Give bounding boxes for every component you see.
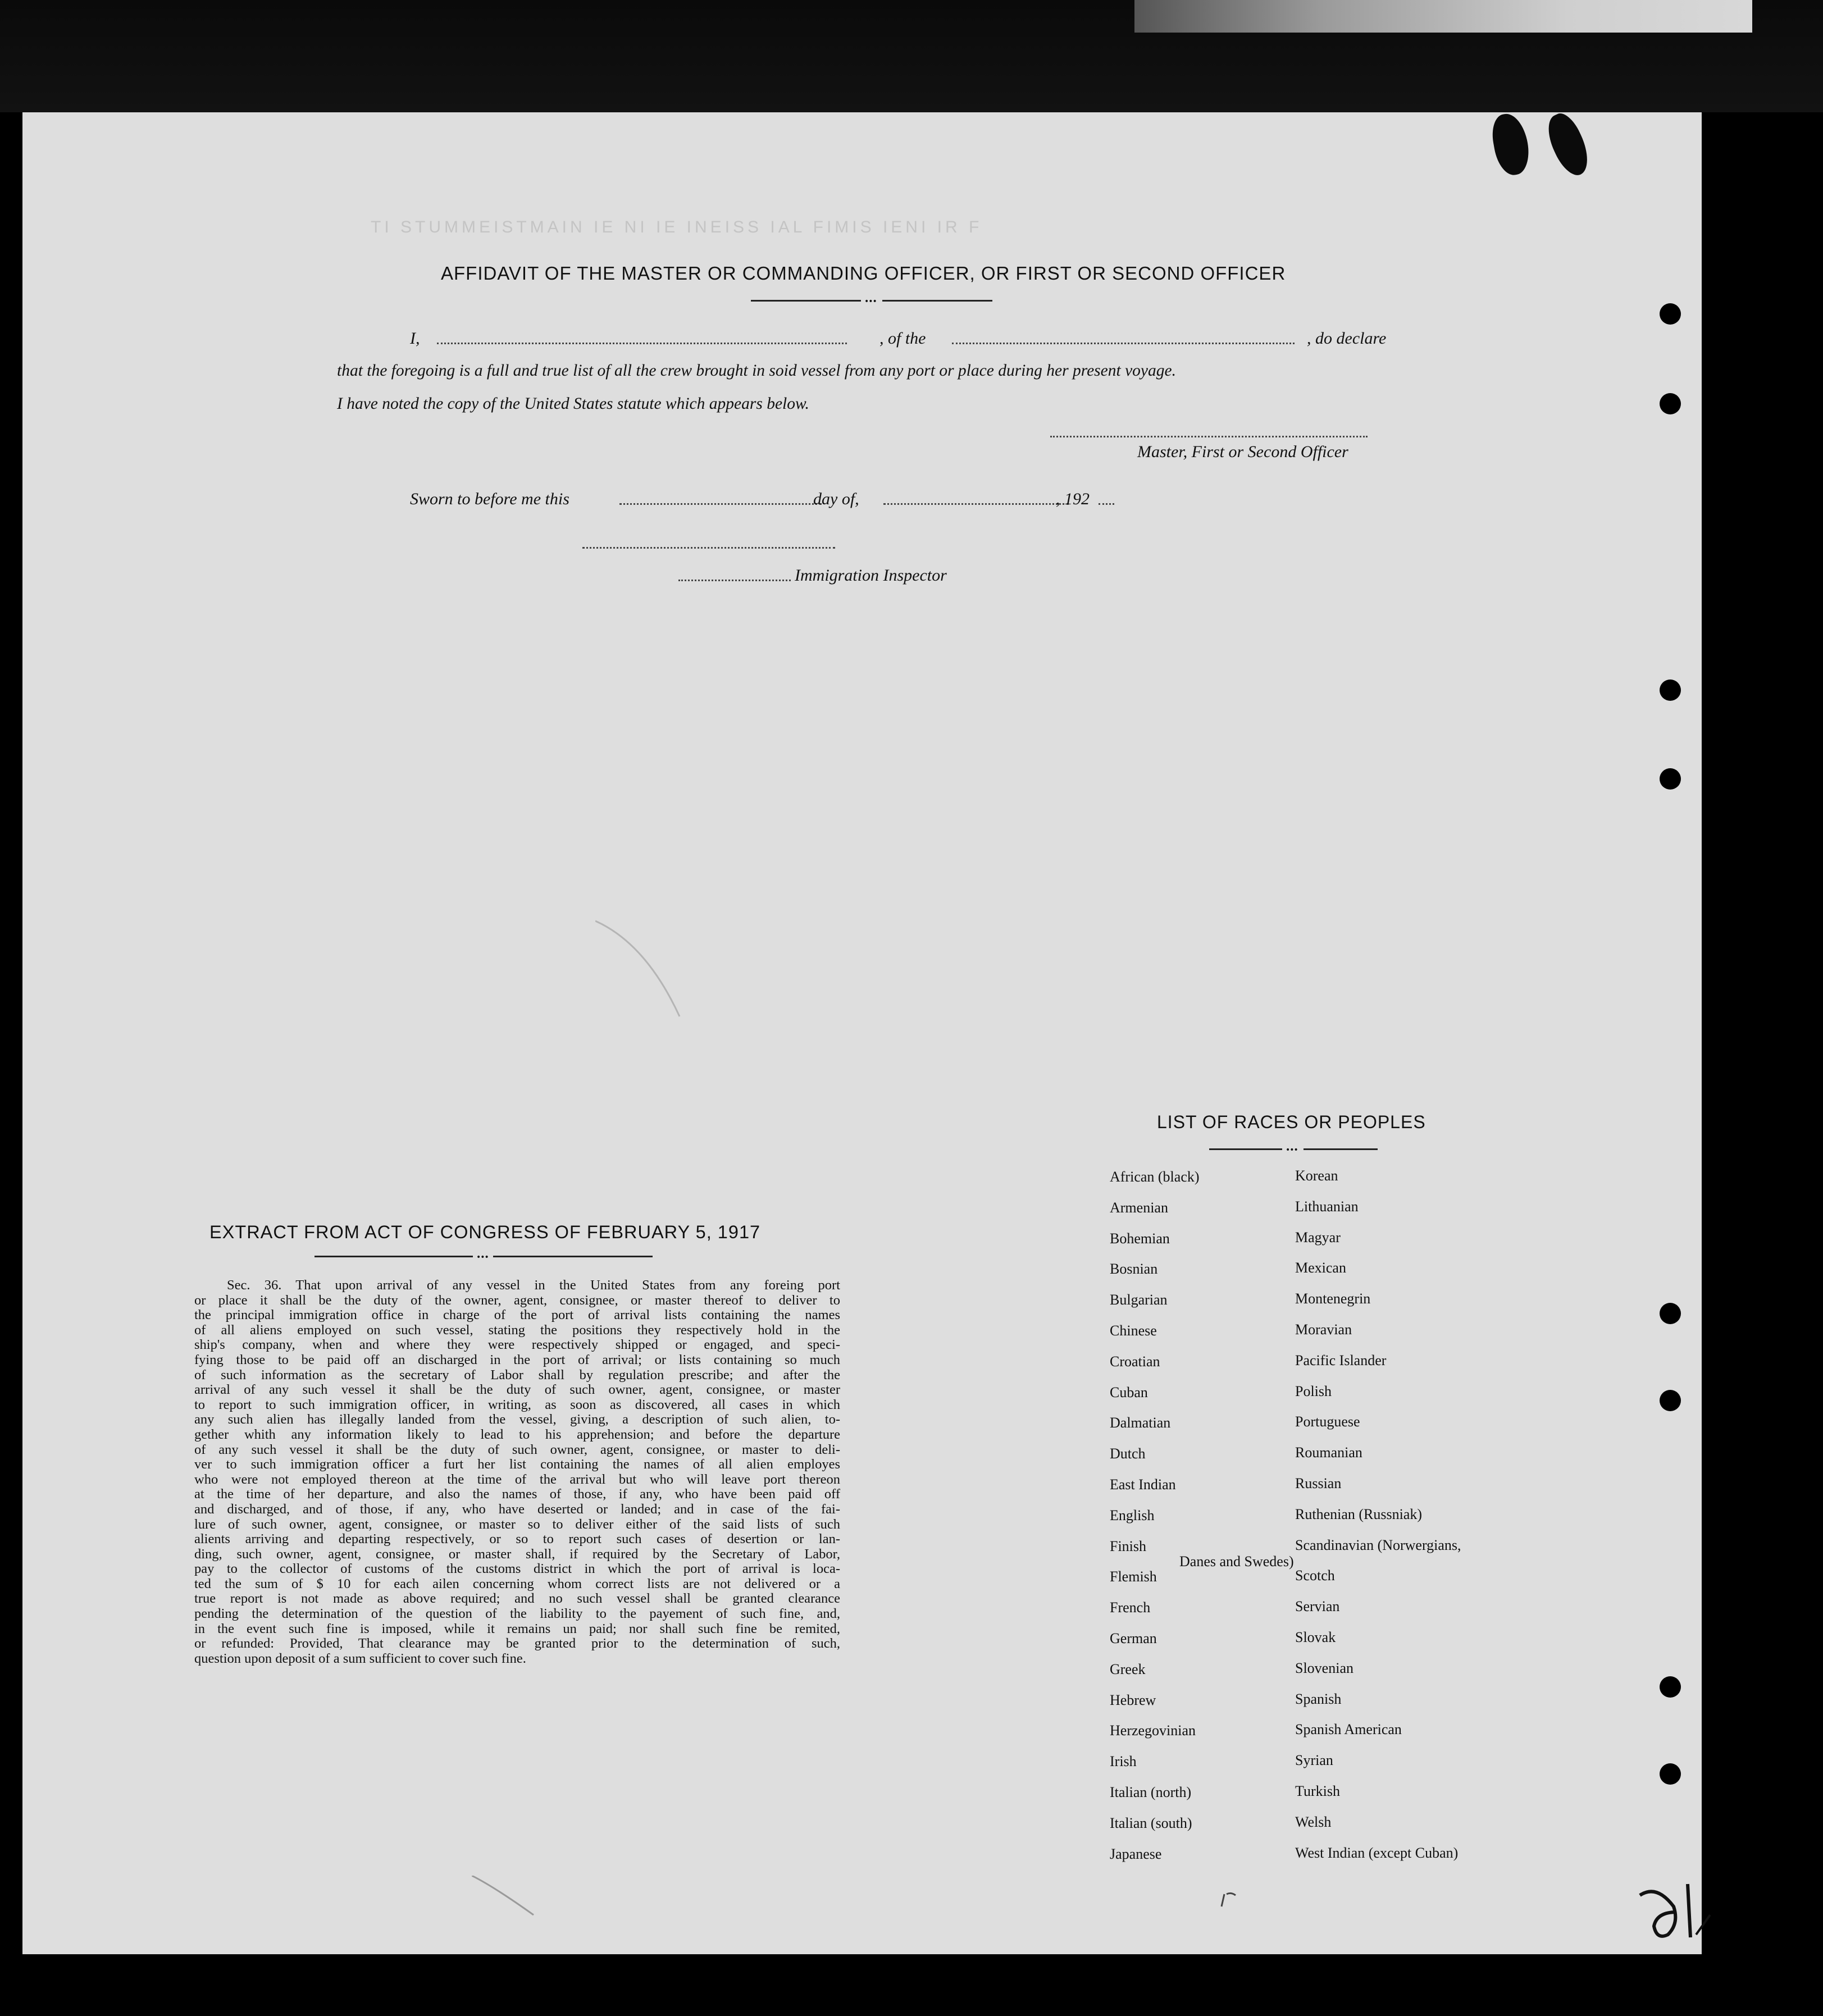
affidavit-i-label: I, — [410, 329, 420, 348]
extract-line: of any such vessel it shall be the duty of such owner, agent, consignee, or master to deli- — [194, 1442, 840, 1457]
extract-line: ding, such owner, agent, consignee, or master shall, if required by the Secretary of Labor, — [194, 1546, 840, 1562]
race-item: Dutch — [1110, 1445, 1146, 1462]
extract-line: pay to the collector of customs of the customs district in which the port of arrival is loca- — [194, 1561, 840, 1577]
race-item: Irish — [1110, 1753, 1137, 1770]
ink-blot — [1489, 111, 1533, 178]
sworn-day-line[interactable] — [619, 502, 822, 505]
race-item: Syrian — [1295, 1752, 1333, 1769]
race-item: Herzegovinian — [1110, 1722, 1196, 1739]
race-item: Spanish American — [1295, 1721, 1402, 1738]
inspector-top-line[interactable] — [582, 546, 835, 549]
affidavit-statement: that the foregoing is a full and true list of all the crew brought in soid vessel from any port or place during her present voyage. — [337, 362, 1176, 380]
race-item: Hebrew — [1110, 1691, 1156, 1708]
handwritten-page-mark — [1634, 1873, 1724, 1946]
of-the-label: , of the — [879, 329, 926, 348]
race-item: Mexican — [1295, 1260, 1346, 1276]
scanner-border-top — [0, 0, 1823, 112]
race-item: Chinese — [1110, 1322, 1157, 1339]
extract-line: lure of such owner, agent, consignee, or master so to deliver either of the said lists of such — [194, 1516, 840, 1532]
race-item: Italian (north) — [1110, 1784, 1192, 1800]
race-item: Japanese — [1110, 1845, 1162, 1862]
race-item: Turkish — [1295, 1783, 1340, 1799]
extract-line: alients arriving and departing respectively, or so to report such cases of desertion or lan- — [194, 1531, 840, 1547]
affidavit-title: AFFIDAVIT OF THE MASTER OR COMMANDING OFFICER, OR FIRST OR SECOND OFFICER — [441, 263, 1286, 284]
race-item: Pacific Islander — [1295, 1352, 1387, 1369]
extract-line: arrival of any such vessel it shall be the duty of such owner, agent, consignee, or master — [194, 1382, 840, 1398]
race-item: Flemish — [1110, 1568, 1157, 1585]
sworn-month-line[interactable] — [883, 502, 1069, 505]
inspector-label: Immigration Inspector — [795, 566, 947, 585]
extract-line: pending the determination of the question of the liability to the payement of such fine, and, — [194, 1606, 840, 1622]
scratch-mark — [472, 1876, 539, 1921]
race-item: Bulgarian — [1110, 1292, 1168, 1308]
ink-blot — [1541, 109, 1596, 180]
signature-label: Master, First or Second Officer — [1137, 443, 1348, 461]
extract-line: of all aliens employed on such vessel, stating the positions they respectively hold in the — [194, 1322, 840, 1338]
extract-line: ship's company, when and where they were respectively shipped or engaged, and speci- — [194, 1337, 840, 1353]
handwritten-tick — [1219, 1890, 1241, 1912]
scanner-strip — [1134, 0, 1752, 33]
extract-line: true report is not made as above required; and no such vessel shall be granted clearance — [194, 1591, 840, 1607]
extract-line: ted the sum of $ 10 for each ailen concerning whom correct lists are not delivered or a — [194, 1576, 840, 1591]
race-item: German — [1110, 1630, 1157, 1646]
extract-line: and discharged, and of those, if any, who have deserted or landed; and in case of the fai- — [194, 1501, 840, 1517]
race-item: Slovak — [1295, 1629, 1336, 1645]
extract-line: any such alien has illegally landed from the vessel, giving, a description of such alien, to- — [194, 1412, 840, 1427]
race-item: Portuguese — [1295, 1413, 1360, 1430]
extract-line: gether whith any information likely to lead to his apprehension; and before the departure — [194, 1426, 840, 1442]
race-item: Russian — [1295, 1475, 1342, 1492]
extract-title: EXTRACT FROM ACT OF CONGRESS OF FEBRUARY 5, 1917 — [209, 1222, 761, 1242]
extract-line: or refunded: Provided, That clearance may be granted prior to the determination of such, — [194, 1636, 840, 1652]
race-item: East Indian — [1110, 1476, 1176, 1493]
extract-line: in the event such fine is imposed, while it remains un paid; nor shall such fine be remited, — [194, 1621, 840, 1636]
race-item: Danes and Swedes) — [1179, 1553, 1294, 1570]
punch-hole — [1660, 303, 1681, 325]
race-item: West Indian (except Cuban) — [1295, 1844, 1459, 1861]
race-item: Montenegrin — [1295, 1290, 1371, 1307]
sworn-label: Sworn to before me this — [410, 490, 569, 508]
extract-line: of such information as the secretary of Labor shall by regulation prescribe; and after the — [194, 1367, 840, 1383]
races-ornament: ••• — [1209, 1148, 1378, 1151]
race-item: English — [1110, 1507, 1155, 1524]
race-item: Roumanian — [1295, 1444, 1362, 1461]
races-title: LIST OF RACES OR PEOPLES — [1157, 1112, 1426, 1132]
punch-hole — [1660, 1676, 1681, 1698]
race-item: Lithuanian — [1295, 1198, 1359, 1215]
race-item: Welsh — [1295, 1813, 1332, 1830]
scratch-mark — [595, 915, 708, 1028]
punch-hole — [1660, 679, 1681, 701]
race-item: Dalmatian — [1110, 1415, 1171, 1431]
extract-line: Sec. 36. That upon arrival of any vessel in the United States from any foreing port — [227, 1278, 840, 1293]
signature-line[interactable] — [1050, 435, 1368, 437]
race-item: Bosnian — [1110, 1261, 1158, 1278]
affidavit-ornament: ••• — [751, 300, 992, 302]
document-page — [22, 112, 1702, 1954]
punch-hole — [1660, 1390, 1681, 1411]
extract-line: question upon deposit of a sum sufficient to cover such fine. — [194, 1650, 526, 1666]
punch-hole — [1660, 1763, 1681, 1785]
race-item: Polish — [1295, 1383, 1332, 1399]
punch-hole — [1660, 393, 1681, 414]
do-declare-label: , do declare — [1307, 329, 1387, 348]
extract-ornament: ••• — [315, 1256, 653, 1258]
race-item: Magyar — [1295, 1229, 1341, 1246]
year-label: , 192 — [1056, 490, 1090, 508]
race-item: Croatian — [1110, 1353, 1160, 1370]
race-item: Finish — [1110, 1538, 1147, 1554]
extract-line: to report to such immigration officer, in writing, as soon as discovered, all cases in which — [194, 1397, 840, 1412]
extract-line: ver to such immigration officer a furt her list containing the names of all alien employes — [194, 1457, 840, 1472]
extract-line: fying those to be paid off an discharged in the port of arrival; or lists containing so much — [194, 1352, 840, 1367]
day-of-label: day of, — [813, 490, 859, 508]
extract-line: the principal immigration office in charge of the port of arrival lists containing the names — [194, 1307, 840, 1323]
inspector-signature-line[interactable] — [678, 578, 791, 581]
extract-line: or place it shall be the duty of the owner, agent, consignee, or master thereof to deliver to — [194, 1292, 840, 1308]
race-item: Spanish — [1295, 1690, 1342, 1707]
punch-hole — [1660, 768, 1681, 790]
race-item: Scandinavian (Norwergians, — [1295, 1536, 1461, 1553]
race-item: Moravian — [1295, 1321, 1352, 1338]
sworn-year-line[interactable] — [1099, 502, 1114, 505]
name-field-line[interactable] — [437, 341, 847, 344]
punch-hole — [1660, 1303, 1681, 1324]
affidavit-statute-note: I have noted the copy of the United States statute which appears below. — [337, 395, 809, 413]
race-item: Ruthenian (Russniak) — [1295, 1506, 1423, 1522]
extract-body — [194, 1278, 840, 1666]
race-item: Slovenian — [1295, 1659, 1353, 1676]
race-item: Korean — [1295, 1167, 1338, 1184]
extract-line: at the time of her departure, and also the names of those, if any, who have been paid off — [194, 1486, 840, 1502]
race-item: Cuban — [1110, 1384, 1148, 1401]
race-item: French — [1110, 1599, 1151, 1616]
extract-line: who were not employed thereon at the time of the arrival but who will leave port thereon — [194, 1471, 840, 1487]
race-item: Italian (south) — [1110, 1814, 1192, 1831]
race-item: Greek — [1110, 1661, 1146, 1677]
race-item: Bohemian — [1110, 1230, 1170, 1247]
race-item: African (black) — [1110, 1169, 1200, 1185]
vessel-field-line[interactable] — [952, 341, 1295, 344]
race-item: Scotch — [1295, 1567, 1335, 1584]
race-item: Servian — [1295, 1598, 1340, 1615]
race-item: Armenian — [1110, 1199, 1168, 1216]
bleed-through-text: TI STUMMEISTMAIN IE NI IE INEISS IAL FIMIS IENI IR F — [371, 218, 983, 236]
